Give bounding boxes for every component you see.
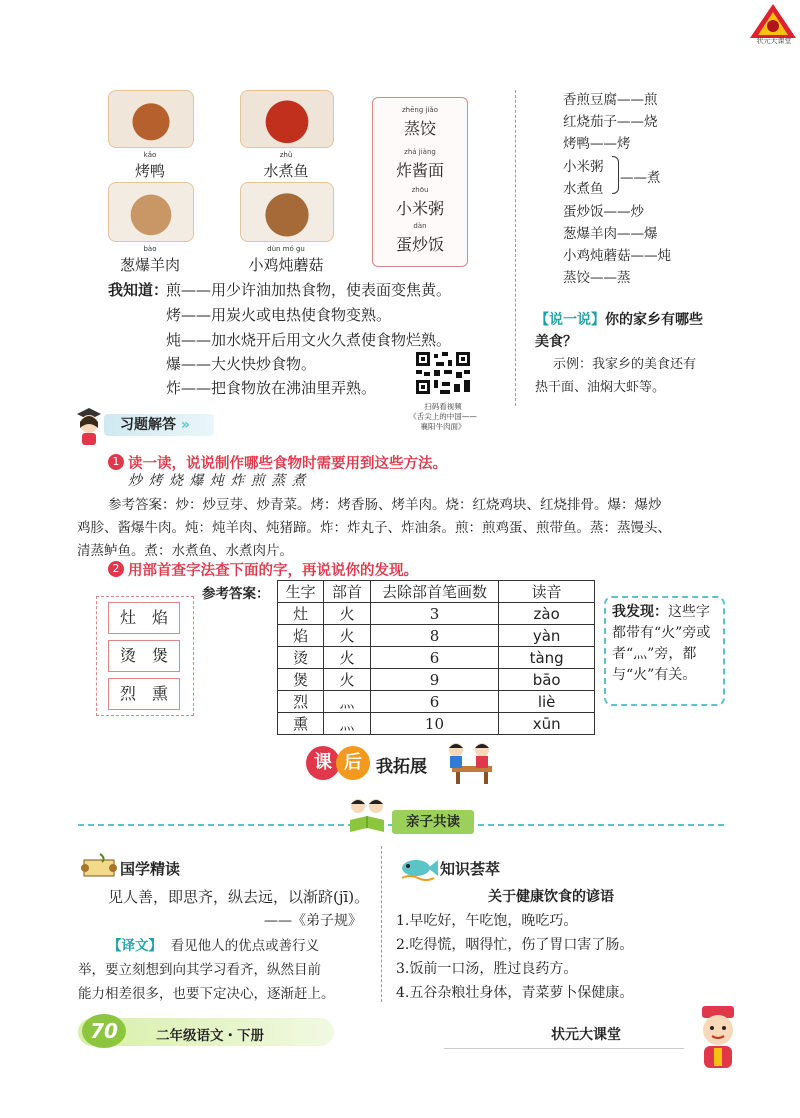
food-caption: 烤鸭: [134, 162, 165, 180]
know-label: 我知道：: [108, 281, 169, 299]
frame-pinyin: dàn: [413, 222, 427, 230]
answer-line: 清蒸鲈鱼。煮：水煮鱼、水煮肉片。: [77, 543, 293, 559]
yiwen-line: 举，要立刻想到向其学习看齐，纵然目前: [78, 962, 321, 978]
table-cell: 火: [324, 669, 370, 691]
after-class-badge: [306, 746, 372, 780]
qr-caption: [400, 402, 486, 432]
food-pinyin: zhǔ: [279, 151, 293, 159]
girl-icon: [74, 406, 104, 446]
method-pair: 小米粥: [563, 159, 604, 175]
column-divider: [381, 846, 382, 1002]
table-row: [278, 669, 595, 691]
food-pinyin: bào: [143, 245, 157, 253]
discovery-box: [604, 596, 725, 706]
mascot-icon: [690, 1004, 746, 1074]
methods-line: 炒 烤 烧 爆 炖 炸 煎 蒸 煮: [128, 473, 307, 489]
table-cell: 6: [370, 691, 499, 713]
qr-code[interactable]: [414, 350, 472, 396]
table-cell: 火: [324, 603, 370, 625]
char-box: 灶 焰: [108, 602, 180, 634]
method-pair: 小鸡炖蘑菇——炖: [563, 248, 671, 264]
table-cell: 火: [324, 625, 370, 647]
table-cell: 10: [370, 713, 499, 735]
table-row: [278, 603, 595, 625]
table-cell: 烈: [278, 691, 324, 713]
food-caption: 葱爆羊肉: [119, 256, 180, 274]
answer-line: 鸡胗、酱爆牛肉。炖：炖羊肉、炖猪蹄。炸：炸丸子、炸油条。煎：煎鸡蛋、煎带鱼。蒸：蒸馒头、: [77, 520, 671, 536]
frame-name: 小米粥: [395, 199, 444, 218]
question-number: 2: [108, 561, 124, 577]
table-header: 去除部首笔画数: [370, 581, 499, 603]
frame-name: 蛋炒饭: [395, 235, 444, 254]
table-cell: 煲: [278, 669, 324, 691]
shuo-answer: 示例：我家乡的美食还有: [553, 357, 697, 372]
table-cell: 9: [370, 669, 499, 691]
zhishi-subtitle: 关于健康饮食的谚语: [488, 889, 614, 905]
shuo-answer: 热干面、油焖大虾等。: [535, 380, 666, 395]
qr-caption-line: 《舌尖上的中国——: [409, 412, 477, 421]
guoxue-title: 国学精读: [120, 860, 181, 878]
brace: [612, 156, 619, 194]
food-name-frame: [372, 97, 468, 267]
badge-char: 课: [306, 746, 340, 780]
logo-text: 状元大课堂: [756, 37, 792, 45]
shuo-q2: 美食？: [535, 334, 577, 350]
question-text: 用部首查字法查下面的字，再说说你的发现。: [128, 563, 418, 579]
table-row: [278, 625, 595, 647]
food-pinyin: dùn mó gu: [267, 245, 305, 253]
method-pair: ——煮: [620, 170, 661, 186]
yiwen-tag: 【译文】: [108, 938, 162, 954]
fish-icon: [398, 852, 438, 882]
proverb-item: 2.吃得慌，咽得忙，伤了胃口害了肠。: [396, 937, 634, 953]
proverb-item: 4.五谷杂粮壮身体，青菜萝卜保健康。: [396, 985, 634, 1001]
exercise-title: 习题解答 »: [104, 414, 214, 436]
photo-roast-duck: [108, 90, 194, 148]
know-line: 爆——大火快炒食物。: [166, 355, 317, 373]
frame-name: 蒸饺: [403, 119, 436, 138]
method-pair: 葱爆羊肉——爆: [563, 226, 658, 242]
method-pair: 烤鸭——烤: [563, 136, 631, 152]
photo-scallion-lamb: [108, 182, 194, 242]
shuo-tag: 【说一说】: [535, 312, 605, 328]
table-cell: tàng: [499, 647, 595, 669]
book-title: 二年级语文・下册: [156, 1028, 264, 1044]
table-cell: 6: [370, 647, 499, 669]
table-cell: 熏: [278, 713, 324, 735]
shuo-q1: 你的家乡有哪些: [605, 312, 703, 328]
yiwen-line: 能力相差很多，也要下定决心，逐渐赶上。: [78, 986, 335, 1002]
guoxue-yiwen: [108, 934, 319, 954]
footer-rule: [444, 1048, 684, 1049]
table-header-row: [278, 581, 595, 603]
question-text: 读一读，说说制作哪些食物时需要用到这些方法。: [128, 456, 447, 472]
know-line: 炖——加水烧开后用文火久煮使食物烂熟。: [166, 331, 452, 349]
zhishi-title: 知识荟萃: [440, 860, 501, 878]
table-row: [278, 713, 595, 735]
table-cell: 3: [370, 603, 499, 625]
table-cell: yàn: [499, 625, 595, 647]
table-header: 读音: [499, 581, 595, 603]
char-box: 烈 熏: [108, 678, 180, 710]
footer-brand: 状元大课堂: [551, 1027, 621, 1043]
table-cell: xūn: [499, 713, 595, 735]
table-cell: 火: [324, 647, 370, 669]
table-cell: liè: [499, 691, 595, 713]
table-cell: bāo: [499, 669, 595, 691]
table-header: 生字: [278, 581, 324, 603]
method-pair: 水煮鱼: [563, 181, 604, 197]
kids-desk-icon: [442, 738, 498, 786]
answer-line: 参考答案：炒：炒豆芽、炒青菜。烤：烤香肠、烤羊肉。烧：红烧鸡块、红烧排骨。爆：爆炒: [108, 497, 662, 513]
answer-label: 参考答案：: [202, 586, 270, 602]
badge-char: 后: [336, 746, 370, 780]
radical-table: [277, 580, 595, 735]
frame-pinyin: zhá jiàng: [404, 148, 436, 156]
table-cell: 灬: [324, 713, 370, 735]
qr-caption-line: 扫码看视频: [424, 402, 462, 411]
food-caption: 水煮鱼: [263, 162, 309, 180]
food-caption: 小鸡炖蘑菇: [248, 256, 324, 274]
shuo-question: [535, 309, 703, 329]
guoxue-source: ——《弟子规》: [264, 913, 362, 929]
table-cell: 烫: [278, 647, 324, 669]
photo-boiled-fish: [240, 90, 334, 148]
char-box: 烫 煲: [108, 640, 180, 672]
method-pair: 蒸饺——蒸: [563, 270, 631, 286]
know-line: 煎——用少许油加热食物，使表面变焦黄。: [166, 281, 452, 299]
table-cell: 焰: [278, 625, 324, 647]
method-pair: 红烧茄子——烧: [563, 114, 658, 130]
scroll-icon: [80, 852, 120, 882]
discover-label: 我发现：: [612, 604, 668, 620]
table-header: 部首: [324, 581, 370, 603]
parent-read-tag: 亲子共读: [392, 810, 474, 834]
guoxue-line: 见人善，即思齐，纵去远，以渐跻(jī)。: [108, 888, 370, 906]
photo-chicken-mushroom: [240, 182, 334, 242]
page-number: 70: [82, 1014, 126, 1048]
table-row: [278, 691, 595, 713]
method-pair: 香煎豆腐——煎: [563, 92, 658, 108]
question-number: 1: [108, 454, 124, 470]
table-cell: zào: [499, 603, 595, 625]
frame-pinyin: zhēng jiǎo: [402, 106, 438, 114]
exercise-title-text: 习题解答: [120, 417, 176, 433]
family-reading-icon: [344, 796, 390, 836]
table-cell: 8: [370, 625, 499, 647]
table-cell: 灶: [278, 603, 324, 625]
method-pair: 蛋炒饭——炒: [563, 204, 644, 220]
column-divider: [515, 90, 516, 406]
food-pinyin: kǎo: [143, 151, 157, 159]
after-class-title: 我拓展: [376, 757, 427, 777]
know-line: 烤——用炭火或电热使食物变熟。: [166, 306, 392, 324]
know-line: 炸——把食物放在沸油里弄熟。: [166, 379, 377, 397]
frame-pinyin: zhōu: [411, 186, 429, 194]
table-row: [278, 647, 595, 669]
table-cell: 灬: [324, 691, 370, 713]
discover-text: 这些字都带有“火”旁或者“灬”旁，都与“火”有关。: [612, 604, 711, 683]
proverb-item: 1.早吃好，午吃饱，晚吃巧。: [396, 913, 578, 929]
yiwen-line: 看见他人的优点或善行义: [170, 938, 320, 954]
qr-caption-line: 襄阳牛肉面》: [420, 422, 466, 431]
frame-name: 炸酱面: [395, 161, 444, 180]
proverb-item: 3.饭前一口汤，胜过良药方。: [396, 961, 578, 977]
